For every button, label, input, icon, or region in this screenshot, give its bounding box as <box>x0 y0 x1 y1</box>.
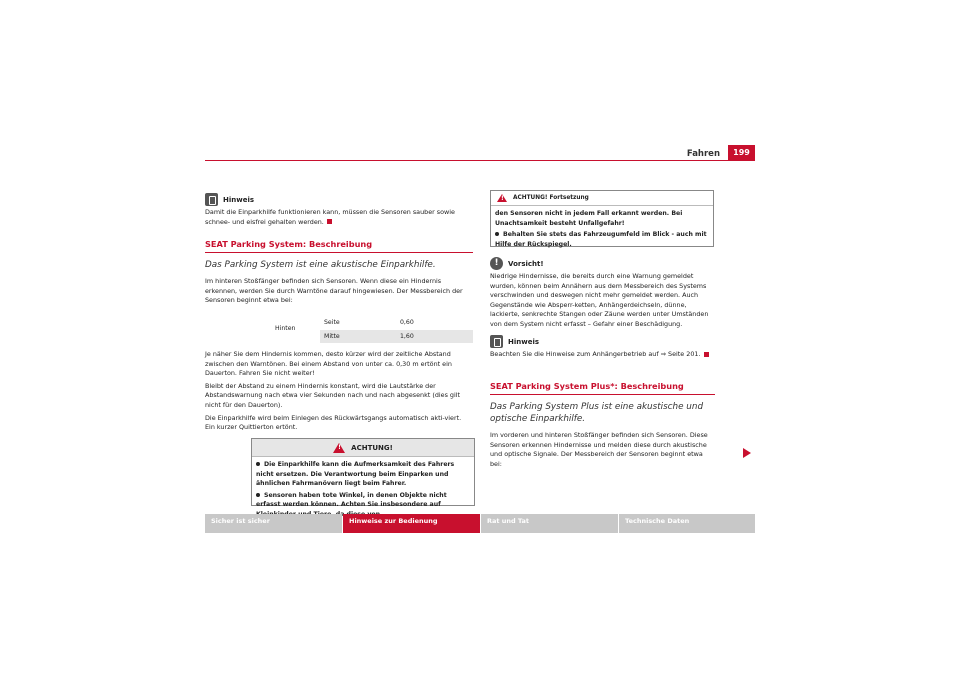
section-parking-system <box>205 239 473 309</box>
section-title: SEAT Parking System Plus*: Beschreibung <box>490 381 684 391</box>
caution-icon: ! <box>490 257 503 270</box>
section-subtitle: Das Parking System Plus ist eine akustische und optische Einparkhilfe. <box>490 402 704 424</box>
warning-bullet-text: Die Einparkhilfe kann die Aufmerksamkeit des Fahrers nicht ersetzen. Die Verantwortung beim Einparken und ähnlichen Fahrmanövern liegt beim Fahrer. <box>256 461 455 488</box>
footer-tab-rat-und-tat[interactable] <box>481 514 618 533</box>
table-cell-value: 1,60 <box>400 333 414 340</box>
section-body <box>490 431 715 469</box>
paragraph: Bleibt der Abstand zu einem Hindernis konstant, wird die Lautstärke der Abstandswarnung nach etwa vier Sekunden nach und nach abgesenkt (dies gilt nicht für den Dauerton). <box>205 381 461 409</box>
note-icon <box>490 335 503 348</box>
footer-tab-label: Technische Daten <box>625 517 690 525</box>
paragraph: Die Einparkhilfe wird beim Einlegen des Rückwärtsgangs automatisch akti-viert. Ein kurzer Quittierton ertönt. <box>205 413 462 432</box>
caution-text: Niedrige Hindernisse, die bereits durch eine Warnung gemeldet wurden, können beim Annähern aus dem Messbereich des Systems verschwinden und deswegen nicht mehr gemeldet werden. Auch Gegenstände wie Absperr-ketten, Anhängerdeichseln, dünne, lackierte, senkrechte Stangen oder Zäune werden unter Umständen von dem System nicht erfasst – Gefahr einer Beschädigung. <box>490 272 709 328</box>
bullet-icon <box>495 232 499 236</box>
end-marker-icon <box>327 219 332 224</box>
note-heading-row <box>490 335 715 348</box>
footer-tab-label: Sicher ist sicher <box>211 517 270 525</box>
warning-bullet-text: Behalten Sie stets das Fahrzeugumfeld im Blick - auch mit Hilfe der Rückspiegel. <box>495 231 707 248</box>
note-heading-row <box>205 193 473 206</box>
paragraph: Im hinteren Stoßfänger befinden sich Sensoren. Wenn diese ein Hindernis erkennen, werden Sie durch Warntöne darauf hingewiesen. Der Messbereich der Sensoren beginnt etwa bei: <box>205 277 463 305</box>
warning-heading-bar <box>252 439 474 457</box>
warning-bullet-text: Sensoren haben tote Winkel, in denen Objekte nicht erfasst werden können. Achten Sie insbesondere auf <box>256 491 447 509</box>
paragraph: Im vorderen und hinteren Stoßfänger befinden sich Sensoren. Diese Sensoren erkennen Hindernisse und melden diese durch akustische und optische Signale. Der Messbereich der Sensoren beginnt etwa bei: <box>490 431 708 468</box>
warning-triangle-icon <box>333 443 345 453</box>
warning-text: den Sensoren nicht in jedem Fall erkannt werden. Bei Unachtsamkeit besteht Unfallgefahr! <box>495 210 683 227</box>
table-cell-position: Mitte <box>324 333 340 340</box>
note-heading: Hinweis <box>508 337 540 346</box>
section-parking-system-plus <box>490 381 715 472</box>
footer-tab-technische-daten[interactable] <box>619 514 755 533</box>
warning-bullet-item <box>495 230 709 249</box>
table-row-label: Hinten <box>275 325 296 332</box>
caution-heading-row <box>490 257 715 270</box>
warning-heading: ACHTUNG! <box>351 443 393 452</box>
section-title: SEAT Parking System: Beschreibung <box>205 239 373 249</box>
table-row <box>320 330 473 343</box>
next-page-arrow-icon[interactable] <box>743 448 751 458</box>
paragraph: Je näher Sie dem Hindernis kommen, desto kürzer wird der zeitliche Abstand zwischen den Warntönen. Bei einem Abstand von unter ca. 0,30 m ertönt ein Dauerton. Fahren Sie nicht weiter! <box>205 350 452 378</box>
header-rule <box>205 160 755 161</box>
caution-block <box>490 257 715 333</box>
warning-body <box>252 457 474 523</box>
footer-tab-label: Hinweise zur Bedienung <box>349 517 438 525</box>
section-rule <box>205 252 473 253</box>
footer-tab-bedienung[interactable] <box>343 514 480 533</box>
sensor-range-table <box>205 316 473 344</box>
page-header-title: Fahren <box>686 149 720 159</box>
table-cell-value: 0,60 <box>400 319 414 326</box>
left-column <box>205 193 473 230</box>
table-row <box>320 316 473 329</box>
warning-continued-box <box>490 190 714 247</box>
bullet-icon <box>256 493 260 497</box>
warning-box <box>251 438 475 509</box>
warning-continued-body <box>491 206 713 252</box>
note-text-body: Damit die Einparkhilfe funktionieren kann, müssen die Sensoren sauber sowie schnee- und eisfrei gehalten werden. <box>205 208 455 226</box>
note-icon <box>205 193 218 206</box>
section-body <box>205 277 473 306</box>
note-text <box>205 208 473 227</box>
section-subtitle: Das Parking System ist eine akustische Einparkhilfe. <box>205 260 436 270</box>
warning-continued-heading: ACHTUNG! Fortsetzung <box>513 195 589 201</box>
note-text <box>490 350 715 360</box>
table-cell-position: Seite <box>324 319 340 326</box>
section-body-cont <box>205 350 473 436</box>
note-block <box>490 335 715 363</box>
warning-continued-heading-bar <box>491 191 713 206</box>
warning-bullet-item <box>256 460 470 489</box>
note-text-body: Beachten Sie die Hinweise zum Anhängerbetrieb auf ⇒ Seite 201. <box>490 350 701 358</box>
warning-triangle-icon <box>497 194 507 202</box>
footer-tab-sicher[interactable] <box>205 514 342 533</box>
caution-heading: Vorsicht! <box>508 259 544 268</box>
section-rule <box>490 394 715 395</box>
page-number: 199 <box>728 145 755 160</box>
end-marker-icon <box>704 352 709 357</box>
bullet-icon <box>256 462 260 466</box>
footer-tab-label: Rat und Tat <box>487 517 530 525</box>
note-heading: Hinweis <box>223 195 255 204</box>
